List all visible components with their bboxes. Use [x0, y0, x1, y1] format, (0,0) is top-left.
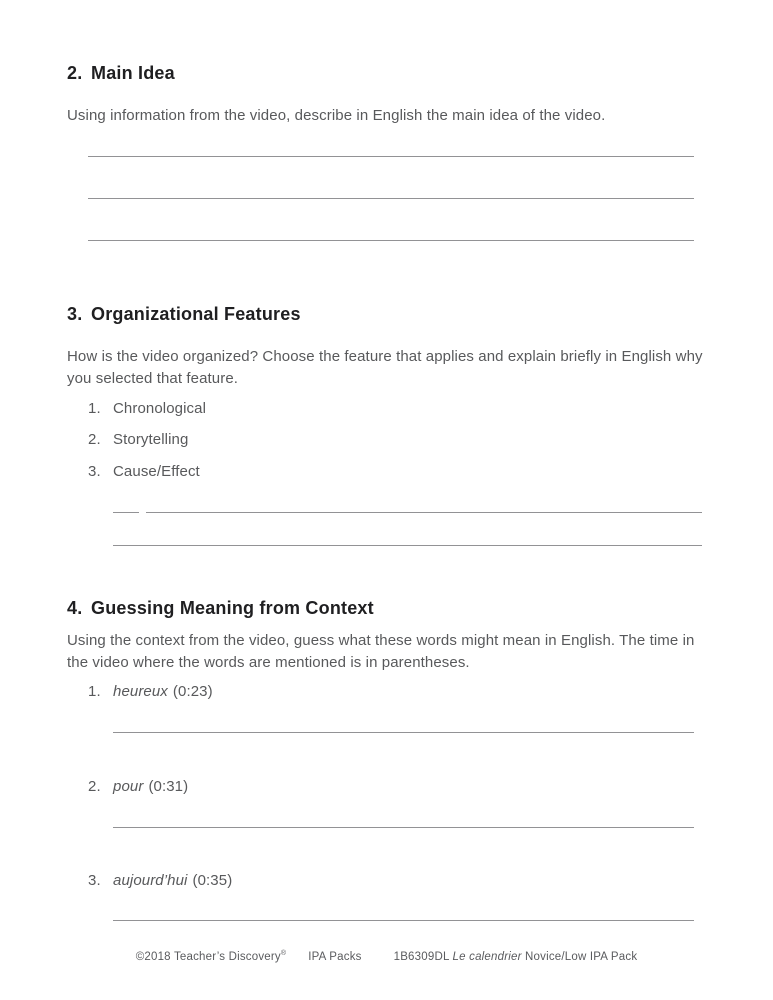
list-item-number: 1.: [88, 400, 101, 417]
footer-copyright: ©2018 Teacher’s Discovery: [135, 950, 281, 963]
list-item-label: Chronological: [113, 400, 207, 417]
vocab-item-heureux: [88, 683, 213, 701]
list-item-label: Storytelling: [113, 431, 189, 448]
answer-line: [113, 827, 694, 828]
section-number: 3.: [67, 304, 83, 324]
vocab-item-pour: [88, 778, 188, 796]
section-instructions: Using the context from the video, guess what these words might mean in English. The time in the video where the words are mentioned is in parentheses.: [67, 632, 695, 671]
footer-product-code: 1B6309DL: [393, 950, 450, 963]
answer-line: [146, 512, 702, 513]
vocab-item-number: 2.: [88, 778, 101, 795]
answer-line: [113, 920, 694, 921]
answer-line: [88, 240, 694, 241]
section-instructions: How is the video organized? Choose the feature that applies and explain briefly in English why you selected that feature.: [67, 348, 703, 387]
list-item-chronological: [88, 400, 206, 418]
footer-product-title: Le calendrier: [452, 950, 522, 963]
list-item-cause-effect: [88, 463, 200, 481]
vocab-timestamp: (0:31): [148, 778, 189, 795]
registered-trademark-symbol: ®: [280, 950, 287, 957]
list-item-label: Cause/Effect: [113, 463, 200, 480]
section-number: 4.: [67, 598, 83, 618]
section-instructions: Using information from the video, describe in English the main idea of the video.: [67, 107, 606, 124]
vocab-word: heureux: [113, 683, 168, 700]
list-item-number: 3.: [88, 463, 101, 480]
section-title: Organizational Features: [91, 304, 301, 324]
vocab-word: aujourd’hui: [113, 872, 188, 889]
answer-line: [88, 198, 694, 199]
section-heading-organizational-features: [67, 303, 301, 325]
list-item-number: 2.: [88, 431, 101, 448]
section-heading-main-idea: [67, 62, 175, 84]
footer-product-suffix: Novice/Low IPA Pack: [525, 950, 638, 963]
answer-line: [113, 732, 694, 733]
vocab-timestamp: (0:23): [172, 683, 213, 700]
answer-line: [113, 545, 702, 546]
vocab-item-number: 1.: [88, 683, 101, 700]
section-number: 2.: [67, 63, 83, 83]
vocab-word: pour: [113, 778, 144, 795]
answer-line: [88, 156, 694, 157]
vocab-timestamp: (0:35): [192, 872, 233, 889]
page-footer: [0, 950, 773, 963]
section-title: Main Idea: [91, 63, 175, 83]
list-item-storytelling: [88, 431, 188, 449]
vocab-item-aujourdhui: [88, 872, 232, 890]
footer-packs-label: IPA Packs: [308, 950, 362, 963]
vocab-item-number: 3.: [88, 872, 101, 889]
section-title: Guessing Meaning from Context: [91, 598, 374, 618]
section-heading-guessing-meaning: [67, 597, 374, 619]
choice-blank-line: [113, 512, 139, 513]
